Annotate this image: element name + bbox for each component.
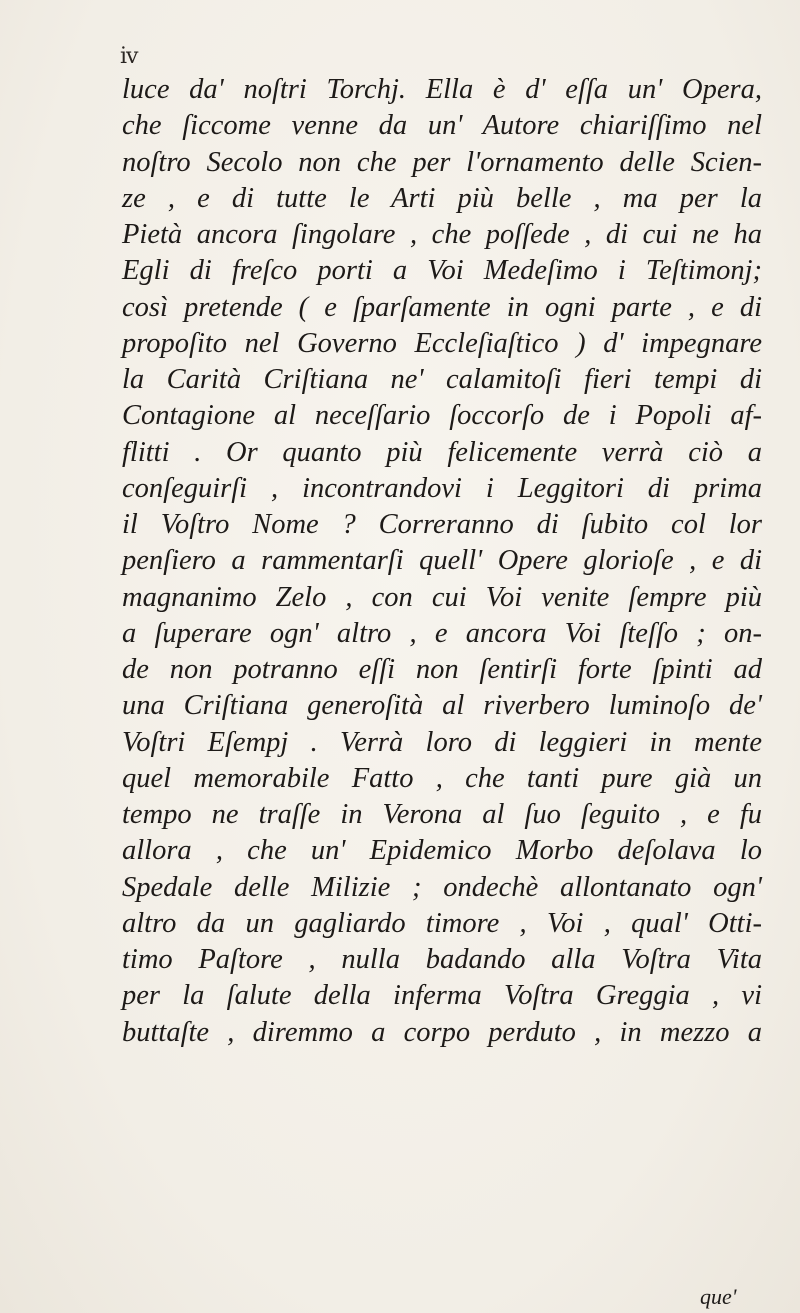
body-text (122, 72, 762, 1051)
text-line-1: luce da' noſtri Torchj. Ella è d' eſſa un' Opera, (122, 74, 762, 105)
text-line-24: altro da un gagliardo timore , Voi , qual' Otti- (122, 907, 762, 939)
text-line-26: per la ſalute della inferma Voſtra Greggia , vi (122, 980, 762, 1012)
text-line-14: penſiero a rammentarſi quell' Opere glorioſe , e di (122, 545, 762, 577)
text-line-27: buttaſte , diremmo a corpo perduto , in mezzo a (122, 1016, 762, 1048)
text-line-10: Contagione al neceſſario ſoccorſo de i Popoli af- (122, 400, 762, 432)
text-line-16: a ſuperare ogn' altro , e ancora Voi ſteſſo ; on- (122, 617, 762, 649)
text-line-20: quel memorabile Fatto , che tanti pure già un (122, 762, 762, 794)
text-line-17: de non potranno eſſi non ſentirſi forte ſpinti ad (122, 654, 762, 685)
catchword: que' (700, 1284, 737, 1309)
text-line-9: la Carità Criſtiana ne' calamitoſi fieri tempi di (122, 364, 762, 395)
text-line-25: timo Paſtore , nulla badando alla Voſtra Vita (122, 944, 762, 975)
text-line-11: flitti . Or quanto più felicemente verrà ciò a (122, 436, 762, 468)
text-line-23: Spedale delle Milizie ; ondechè allontanato ogn' (122, 871, 762, 903)
text-line-21: tempo ne traſſe in Verona al ſuo ſeguito , e fu (122, 799, 762, 830)
text-line-15: magnanimo Zelo , con cui Voi venite ſempre più (122, 581, 762, 613)
text-line-2: che ſiccome venne da un' Autore chiariſſimo nel (122, 110, 762, 142)
text-line-13: il Voſtro Nome ? Correranno di ſubito col lor (122, 509, 762, 540)
page-number: iv (120, 44, 138, 69)
text-line-22: allora , che un' Epidemico Morbo deſolava lo (122, 835, 762, 867)
text-line-3: noſtro Secolo non che per l'ornamento delle Scien- (122, 146, 762, 178)
text-line-6: Egli di freſco porti a Voi Medeſimo i Teſtimonj; (122, 255, 762, 287)
text-line-5: Pietà ancora ſingolare , che poſſede , di cui ne ha (122, 219, 762, 250)
text-line-4: ze , e di tutte le Arti più belle , ma per la (122, 182, 762, 214)
text-line-19: Voſtri Eſempj . Verrà loro di leggieri in mente (122, 726, 762, 758)
text-line-7: così pretende ( e ſparſamente in ogni parte , e di (122, 291, 762, 323)
text-line-12: conſeguirſi , incontrandovi i Leggitori di prima (122, 472, 762, 504)
text-line-8: propoſito nel Governo Eccleſiaſtico ) d' impegnare (122, 327, 762, 359)
text-line-18: una Criſtiana generoſità al riverbero luminoſo de' (122, 690, 762, 722)
